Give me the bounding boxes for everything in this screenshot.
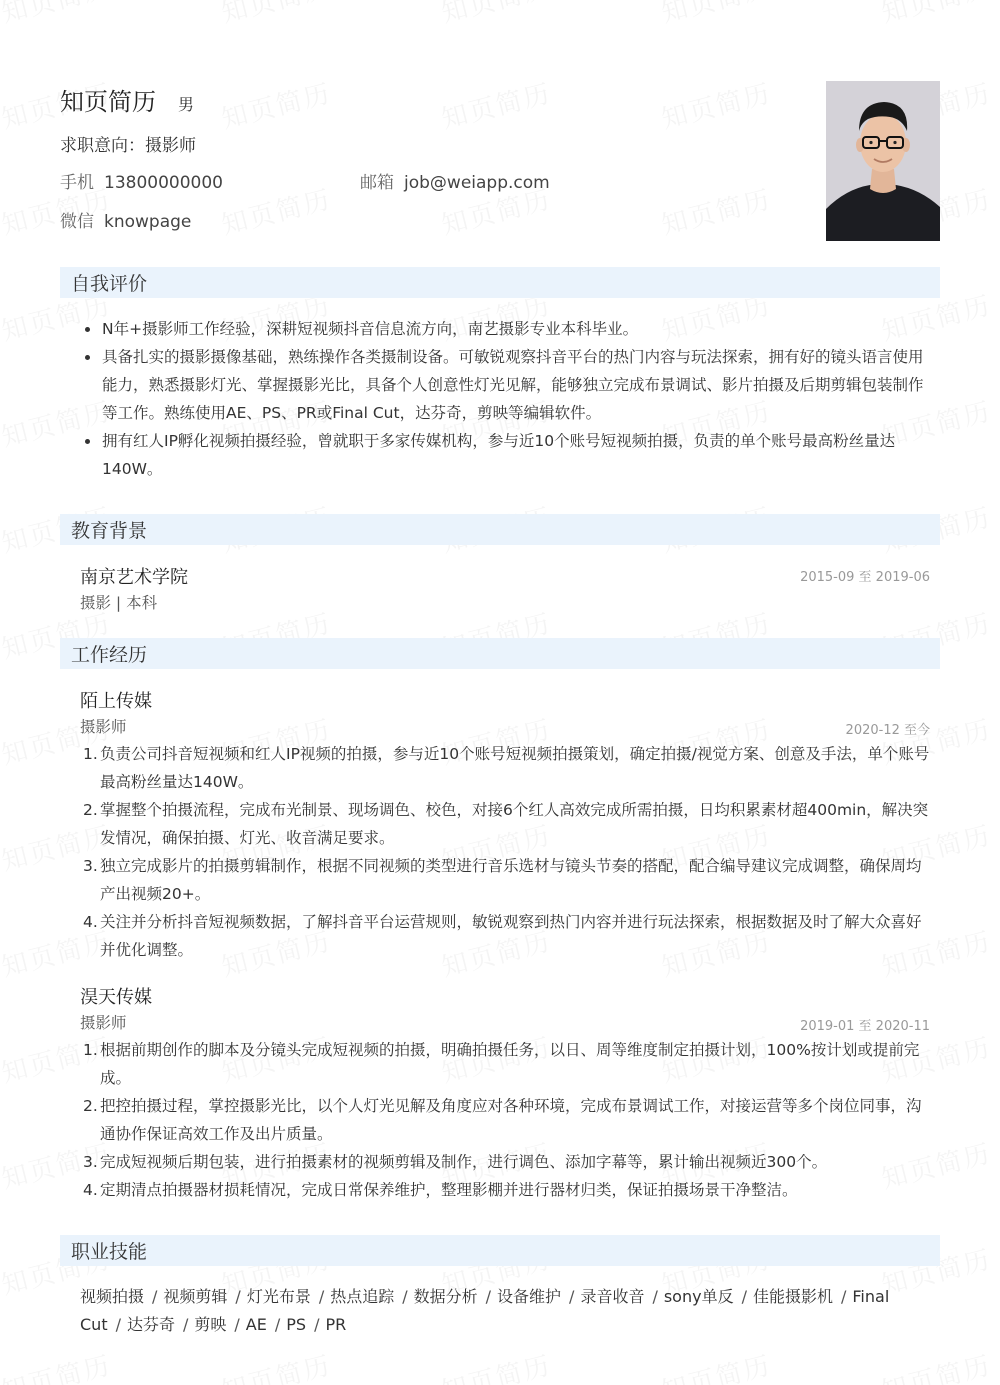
skill-separator: /	[741, 1287, 747, 1306]
section-skills-title: 职业技能	[71, 1241, 148, 1263]
skill-item: 热点追踪	[330, 1287, 395, 1306]
list-item	[80, 908, 930, 964]
skill-item: 视频拍摄	[80, 1287, 145, 1306]
skill-item: 数据分析	[413, 1287, 478, 1306]
skill-separator: /	[183, 1315, 189, 1334]
list-number: 2.	[83, 1097, 98, 1115]
skill-separator: /	[314, 1315, 320, 1334]
person-portrait-icon	[826, 81, 940, 241]
profile-header	[60, 82, 760, 232]
company-name: 陌上传媒	[80, 691, 152, 712]
list-number: 1.	[83, 1041, 98, 1059]
skill-item: 佳能摄影机	[752, 1287, 833, 1306]
skill-separator: /	[652, 1287, 658, 1306]
wechat-label: 微信	[60, 212, 94, 232]
skill-separator: /	[274, 1315, 281, 1334]
duty-text: 关注并分析抖音短视频数据，了解抖音平台运营规则，敏锐观察到热门内容并进行玩法探索，根据数据及时了解大众喜好并优化调整。	[100, 913, 922, 959]
email-item	[360, 168, 660, 193]
duty-text: 根据前期创作的脚本及分镜头完成短视频的拍摄，明确拍摄任务，以日、周等维度制定拍摄计划，100%按计划或提前完成。	[100, 1041, 920, 1087]
watermark-text	[217, 0, 335, 30]
skill-item: 视频剪辑	[163, 1287, 228, 1306]
watermark-text	[0, 0, 115, 30]
job-intent-value: 摄影师	[145, 136, 196, 156]
name-row	[60, 82, 760, 117]
skill-item: 剪映	[194, 1315, 227, 1334]
self-eval-list	[80, 315, 930, 483]
skill-item: PS	[286, 1315, 307, 1334]
watermark-text	[437, 1345, 555, 1385]
watermark-text	[877, 0, 995, 30]
list-item	[80, 1148, 930, 1176]
duty-text: 独立完成影片的拍摄剪辑制作，根据不同视频的类型进行音乐选材与镜头节奏的搭配，配合编导建议完成调整，确保周均产出视频20+。	[100, 857, 922, 903]
duty-text: 掌握整个拍摄流程，完成布光制景、现场调色、校色，对接6个红人高效完成所需拍摄，日均积累素材超400min，解决突发情况，确保拍摄、灯光、收音满足要求。	[100, 801, 929, 847]
phone-value: 13800000000	[104, 173, 223, 193]
watermark-text	[657, 1345, 775, 1385]
list-item: N年+摄影师工作经验，深耕短视频抖音信息流方向，南艺摄影专业本科毕业。	[80, 315, 930, 343]
skill-separator: /	[235, 1287, 241, 1306]
duty-text: 定期清点拍摄器材损耗情况，完成日常保养维护，整理影棚并进行器材归类，保证拍摄场景干净整洁。	[100, 1181, 798, 1199]
contact-info	[60, 168, 760, 232]
duty-text: 把控拍摄过程，掌控摄影光比，以个人灯光见解及角度应对各种环境，完成布景调试工作，对接运营等多个岗位同事，沟通协作保证高效工作及出片质量。	[100, 1097, 922, 1143]
section-work-title: 工作经历	[71, 644, 148, 666]
skill-item: 达芬奇	[126, 1315, 175, 1334]
skill-item: 灯光布景	[246, 1287, 311, 1306]
list-item	[80, 1036, 930, 1092]
list-item: 具备扎实的摄影摄像基础，熟练操作各类摄制设备。可敏锐观察抖音平台的热门内容与玩法探索，拥有好的镜头语言使用能力，熟悉摄影灯光、掌握摄影光比，具备个人创意性灯光见解，能够独立完成布景调试、影片拍摄及后期剪辑包装制作等工作。熟练使用AE、PS、PR或Final Cut，达芬奇，剪映等编辑软件。	[80, 343, 930, 427]
skill-separator: /	[485, 1287, 492, 1306]
section-education-title: 教育背景	[71, 520, 148, 542]
watermark-text	[0, 1345, 115, 1385]
skills-list	[80, 1283, 935, 1339]
job-title: 摄影师	[80, 1014, 127, 1032]
skill-item: 设备维护	[497, 1287, 562, 1306]
education-date: 2015-09 至 2019-06	[800, 570, 930, 585]
list-item	[80, 1176, 930, 1204]
list-number: 4.	[83, 1181, 98, 1199]
skill-separator: /	[402, 1287, 408, 1306]
watermark-text	[657, 0, 775, 30]
list-number: 3.	[83, 857, 98, 875]
job-intent	[60, 131, 760, 156]
duty-text: 完成短视频后期包装，进行拍摄素材的视频剪辑及制作，进行调色、添加字幕等，累计输出视频近300个。	[100, 1153, 828, 1171]
skill-item: 录音收音	[580, 1287, 645, 1306]
duty-text: 负责公司抖音短视频和红人IP视频的拍摄，参与近10个账号短视频拍摄策划，确定拍摄/视觉方案、创意及手法，单个账号最高粉丝量达140W。	[100, 745, 930, 791]
company-name: 淏天传媒	[80, 987, 152, 1008]
education-major: 摄影 | 本科	[80, 594, 158, 612]
skill-item: Final Cut	[80, 1287, 890, 1334]
wechat-value: knowpage	[104, 212, 192, 232]
candidate-gender: 男	[178, 95, 195, 114]
skill-item: PR	[325, 1315, 347, 1334]
phone-label: 手机	[60, 173, 94, 193]
job-date: 2020-12 至今	[845, 723, 930, 738]
list-item	[80, 740, 930, 796]
skill-separator: /	[318, 1287, 325, 1306]
list-number: 2.	[83, 801, 98, 819]
school-name: 南京艺术学院	[80, 567, 188, 588]
list-number: 1.	[83, 745, 98, 763]
job-title: 摄影师	[80, 718, 127, 736]
skill-separator: /	[234, 1315, 240, 1334]
skill-item: AE	[245, 1315, 267, 1334]
section-self-eval-title: 自我评价	[71, 273, 148, 295]
section-work	[60, 638, 940, 669]
skill-separator: /	[841, 1287, 847, 1306]
skill-item: sony单反	[663, 1287, 734, 1306]
list-item: 拥有红人IP孵化视频拍摄经验，曾就职于多家传媒机构，参与近10个账号短视频拍摄，负责的单个账号最高粉丝量达140W。	[80, 427, 930, 483]
job-date: 2019-01 至 2020-11	[800, 1019, 930, 1034]
candidate-name: 知页简历	[60, 88, 156, 116]
phone-item	[60, 168, 360, 193]
skill-separator: /	[569, 1287, 575, 1306]
job-intent-label: 求职意向：	[60, 136, 145, 156]
watermark-text	[217, 1345, 335, 1385]
list-item	[80, 796, 930, 852]
wechat-item	[60, 207, 360, 232]
watermark-text	[437, 0, 555, 30]
email-label: 邮箱	[360, 173, 394, 193]
watermark-text	[877, 1345, 995, 1385]
job-duties-list	[80, 740, 930, 964]
list-number: 3.	[83, 1153, 98, 1171]
list-number: 4.	[83, 913, 98, 931]
section-education	[60, 514, 940, 545]
section-self-eval	[60, 267, 940, 298]
email-value: job@weiapp.com	[404, 173, 550, 193]
list-item	[80, 1092, 930, 1148]
avatar-photo	[826, 81, 940, 241]
section-skills	[60, 1235, 940, 1266]
skill-separator: /	[152, 1287, 158, 1306]
skill-separator: /	[115, 1315, 121, 1334]
job-duties-list	[80, 1036, 930, 1204]
list-item	[80, 852, 930, 908]
